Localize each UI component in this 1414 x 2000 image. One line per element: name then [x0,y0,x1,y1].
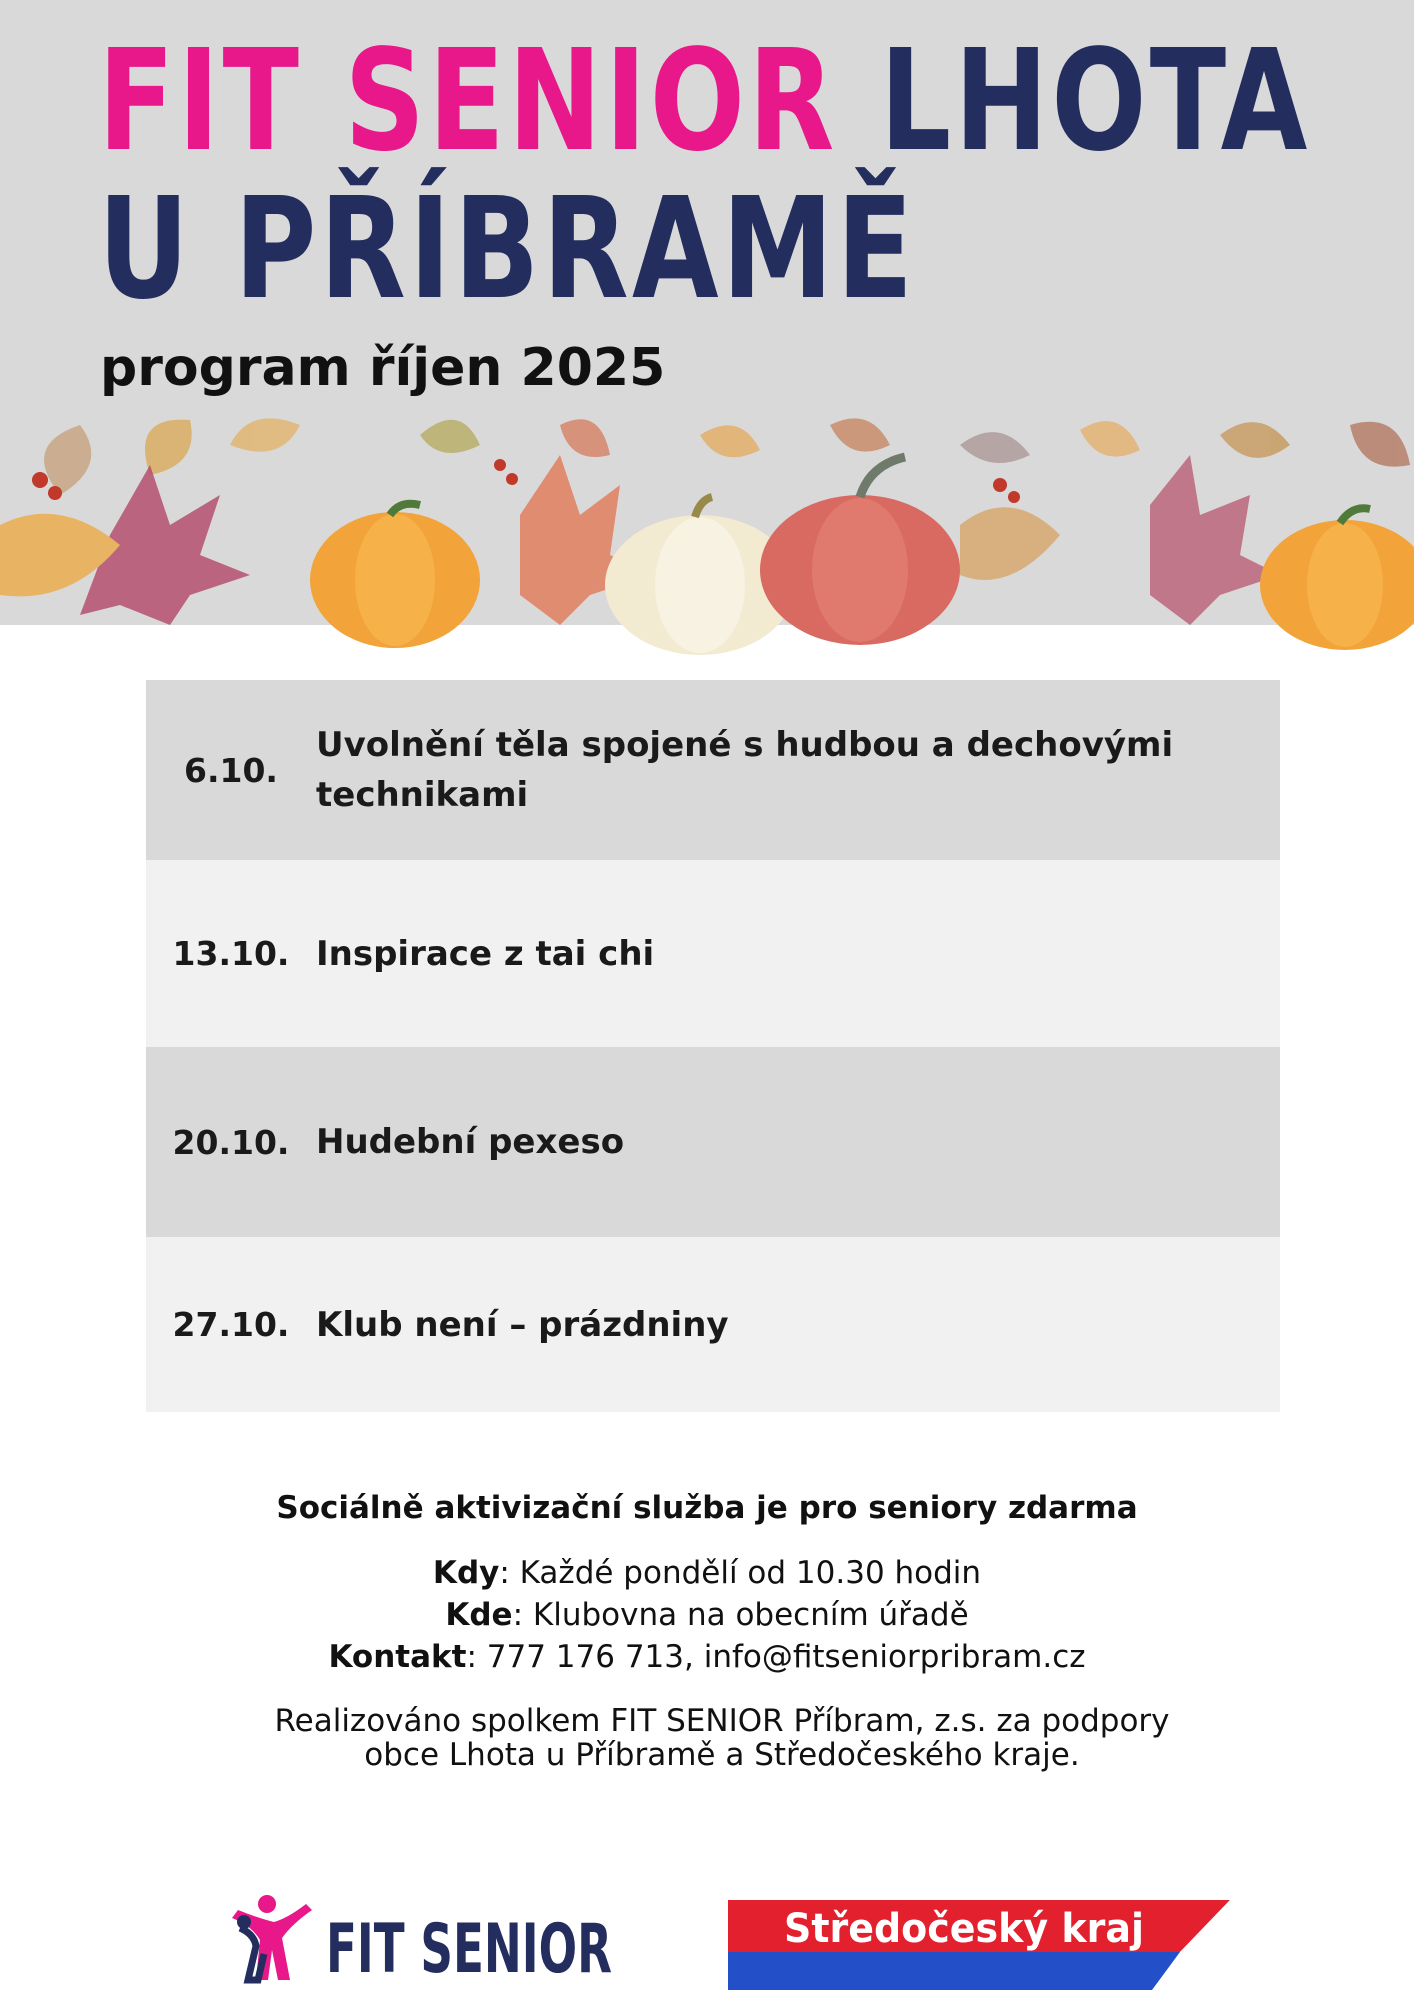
schedule-event: Klub není – prázdniny [316,1304,729,1345]
credit-line-1: Realizováno spolkem FIT SENIOR Příbram, z.s. za podpory [274,1703,1170,1739]
where-label: Kde [445,1597,513,1633]
schedule-table [146,680,1280,1412]
info-section [0,1490,1414,1772]
when-line [0,1552,1414,1594]
when-value: : Každé pondělí od 10.30 hodin [499,1555,982,1591]
title-lhota: LHOTA [879,20,1311,183]
schedule-event: Uvolnění těla spojené s hudbou a dechovými technikami [316,725,1174,815]
title-fit-senior: FIT SENIOR [98,20,838,183]
contact-line [0,1636,1414,1678]
autumn-leaves-pumpkins-illustration [0,405,1414,625]
contact-label: Kontakt [328,1639,467,1675]
schedule-date: 6.10. [184,750,278,790]
schedule-row [146,1047,1280,1237]
contact-value: : 777 176 713, info@fitseniorpribram.cz [466,1639,1086,1675]
kraj-logo-text: Středočeský kraj [784,1906,1144,1952]
title-line-1 [98,20,1311,183]
title-line-2: U PŘÍBRAMĚ [98,168,917,331]
fit-senior-figure-icon [232,1895,312,1980]
page-title [98,20,1311,331]
header-banner [0,0,1414,625]
fit-senior-logo-text: FIT SENIOR [326,1910,612,1989]
fit-senior-logo [222,1888,622,1988]
where-line [0,1594,1414,1636]
schedule-row [146,860,1280,1047]
program-subtitle: program říjen 2025 [100,338,666,398]
when-label: Kdy [432,1555,500,1591]
schedule-row [146,1237,1280,1412]
schedule-event: Hudební pexeso [316,1122,625,1162]
schedule-event: Inspirace z tai chi [316,933,655,974]
credit-line-2: obce Lhota u Příbramě a Středočeského kraje. [364,1737,1080,1773]
service-slogan: Sociálně aktivizační služba je pro seniory zdarma [276,1490,1138,1526]
schedule-row [146,680,1280,860]
schedule-date: 13.10. [172,934,290,973]
credit-text [0,1704,1414,1772]
schedule-date: 27.10. [172,1305,290,1344]
where-value: : Klubovna na obecním úřadě [512,1597,969,1633]
stredocesky-kraj-logo [728,1900,1230,1990]
schedule-date: 20.10. [172,1122,290,1162]
